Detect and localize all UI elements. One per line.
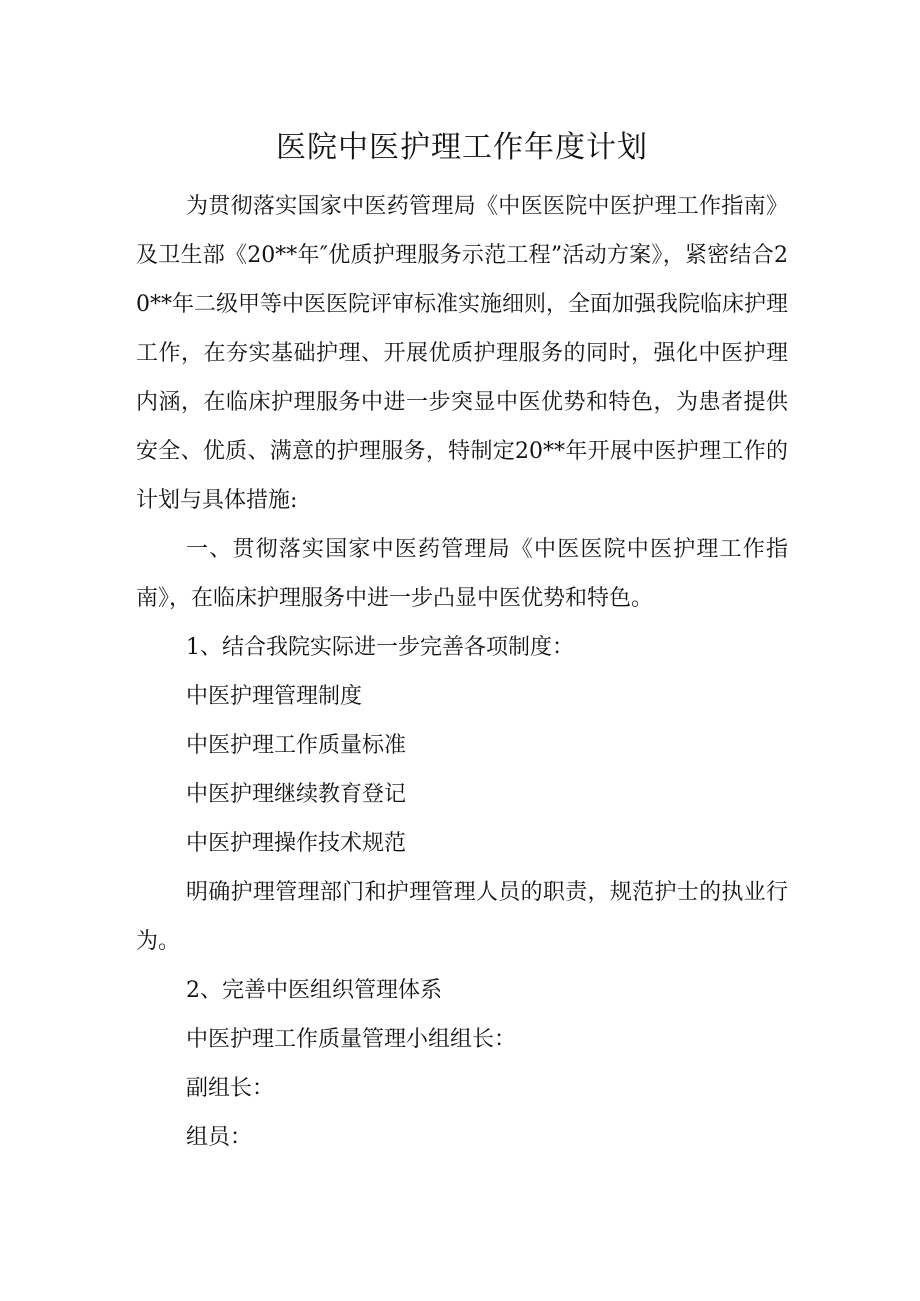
document-title: 医院中医护理工作年度计划	[276, 130, 648, 165]
subsection-2-heading: 2、完善中医组织管理体系	[186, 978, 442, 1003]
system-item: 中医护理操作技术规范	[186, 831, 407, 856]
section-1-heading: 一、贯彻落实国家中医药管理局《中医医院中医护理工作指南》，在临床护理服务中进一步凸显中医优势和特色。	[136, 537, 788, 611]
subsection-1-heading: 1、结合我院实际进一步完善各项制度：	[186, 635, 574, 660]
system-item: 中医护理工作质量标准	[186, 733, 407, 758]
deputy-leader-line: 副组长：	[186, 1076, 275, 1101]
document-page	[136, 128, 788, 1162]
group-leader-line: 中医护理工作质量管理小组组长：	[186, 1027, 517, 1052]
members-line: 组员：	[186, 1125, 253, 1150]
duty-paragraph: 明确护理管理部门和护理管理人员的职责，规范护士的执业行为。	[136, 880, 788, 954]
system-item: 中医护理继续教育登记	[186, 782, 407, 807]
system-item: 中医护理管理制度	[186, 684, 363, 709]
intro-paragraph: 为贯彻落实国家中医药管理局《中医医院中医护理工作指南》及卫生部《20**年″优质护理服务示范工程”活动方案》，紧密结合20**年二级甲等中医医院评审标准实施细则，全面加强我院临床护理工作，在夯实基础护理、开展优质护理服务的同时，强化中医护理内涵，在临床护理服务中进一步突显中医优势和特色，为患者提供安全、优质、满意的护理服务，特制定20**年开展中医护理工作的计划与具体措施:	[136, 194, 788, 513]
